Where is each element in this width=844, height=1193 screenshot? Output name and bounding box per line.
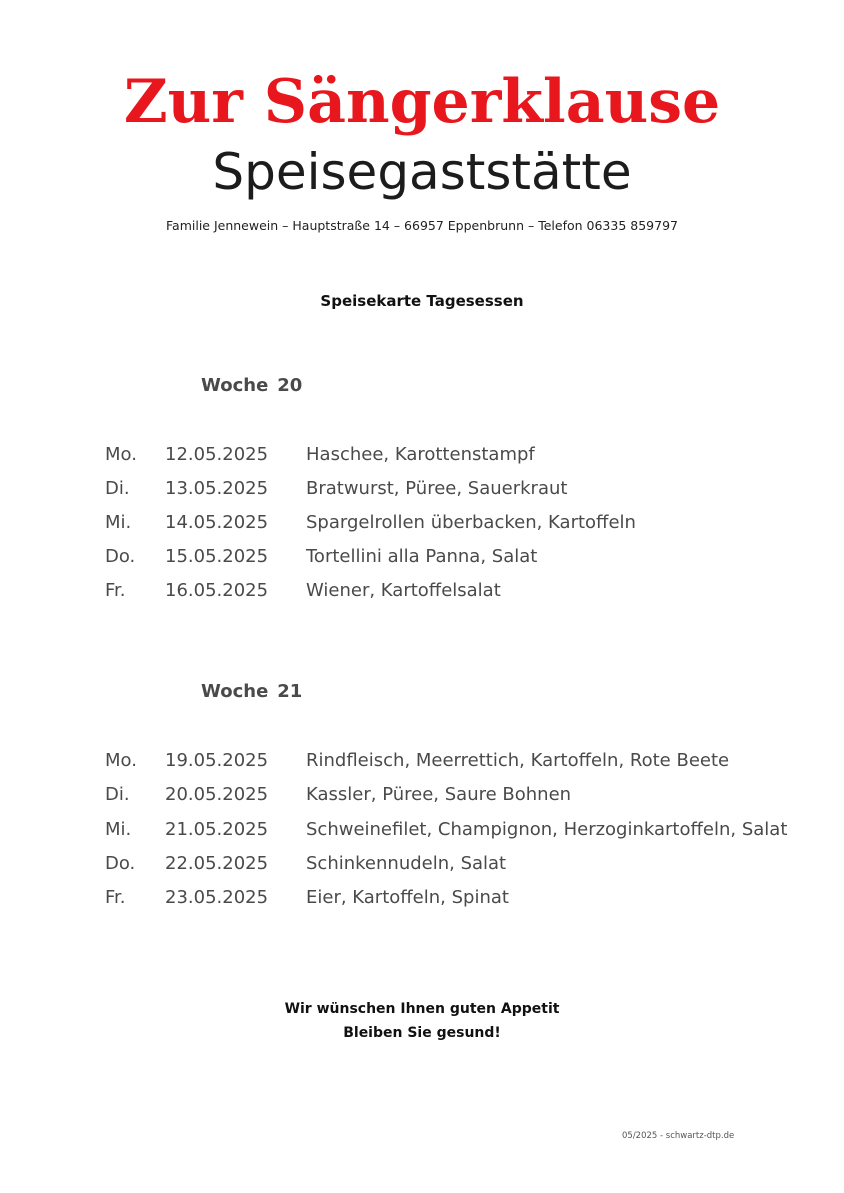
menu-row [0,884,844,912]
dish: Wiener, Kartoffelsalat [306,580,501,601]
week-number: 21 [277,681,303,702]
weekday: Mi. [105,512,132,533]
dish: Eier, Kartoffeln, Spinat [306,887,509,908]
menu-row [0,850,844,878]
dish: Rindfleisch, Meerrettich, Kartoffeln, Rote Beete [306,750,730,771]
restaurant-subtitle: Speisegaststätte [212,143,632,201]
dish: Haschee, Karottenstampf [306,444,535,465]
dish: Spargelrollen überbacken, Kartoffeln [306,512,636,533]
closing-wish: Bleiben Sie gesund! [343,1025,501,1041]
date: 16.05.2025 [165,580,269,601]
week-heading [201,374,302,398]
menu-heading: Speisekarte Tagesessen [320,292,524,310]
date: 20.05.2025 [165,784,269,805]
weekday: Mi. [105,819,132,840]
weekday: Fr. [105,887,126,908]
weekday: Di. [105,784,130,805]
weekday: Mo. [105,750,137,771]
date: 13.05.2025 [165,478,269,499]
footer-credit: 05/2025 - schwartz-dtp.de [622,1131,735,1141]
menu-row [0,475,844,503]
address-line: Familie Jennewein – Hauptstraße 14 – 66957 Eppenbrunn – Telefon 06335 859797 [166,218,678,233]
week-number: 20 [277,375,303,396]
weekday: Fr. [105,580,126,601]
dish: Schweinefilet, Champignon, Herzoginkartoffeln, Salat [306,819,788,840]
weekday: Do. [105,853,136,874]
date: 22.05.2025 [165,853,269,874]
menu-row [0,509,844,537]
weekday: Di. [105,478,130,499]
menu-row [0,577,844,605]
date: 23.05.2025 [165,887,269,908]
closing-greeting: Wir wünschen Ihnen guten Appetit [284,1001,560,1017]
dish: Kassler, Püree, Saure Bohnen [306,784,572,805]
dish: Tortellini alla Panna, Salat [306,546,538,567]
restaurant-name: Zur Sängerklause [123,67,721,137]
menu-row [0,781,844,809]
date: 15.05.2025 [165,546,269,567]
date: 19.05.2025 [165,750,269,771]
date: 12.05.2025 [165,444,269,465]
week-label: Woche [201,681,269,702]
weekday: Do. [105,546,136,567]
date: 21.05.2025 [165,819,269,840]
menu-row [0,441,844,469]
menu-row [0,816,844,844]
date: 14.05.2025 [165,512,269,533]
dish: Schinkennudeln, Salat [306,853,507,874]
week-label: Woche [201,375,269,396]
weekday: Mo. [105,444,137,465]
week-heading [201,680,302,704]
menu-row [0,747,844,775]
menu-row [0,543,844,571]
dish: Bratwurst, Püree, Sauerkraut [306,478,568,499]
